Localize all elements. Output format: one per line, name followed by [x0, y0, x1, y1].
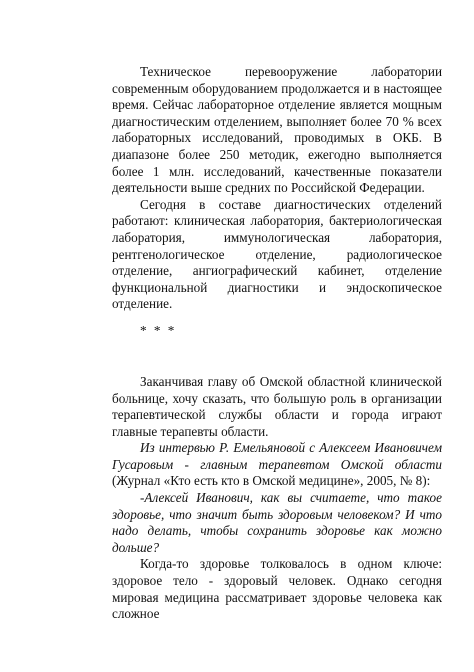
paragraph-lab-reequipment: Техническое перевооружение лаборатории современным оборудованием продолжается и в настоящее время. Сейчас лабораторное отделение является мощным диагностическим отделением, выполняет более 70 % всех лабораторных исследований, проводимых в ОКБ. В диапазоне более 250 методик, ежегодно выполняется более 1 млн. исследований, качественные показатели деятельности выше средних по Российской Федерации. — [112, 64, 442, 196]
paragraph-interview-answer: Когда-то здоровье толковалось в одном ключе: здоровое тело - здоровый человек. Однако сегодня мировая медицина рассматривает здоровье человека как сложное — [112, 556, 442, 622]
interview-source-italic: Из интервью Р. Емельяновой с Алексеем Ивановичем Гусаровым - главным терапевтом Омской области — [112, 440, 442, 472]
document-page — [112, 64, 442, 623]
paragraph-chief-therapists: Заканчивая главу об Омской областной клинической больнице, хочу сказать, что большую роль в организации терапевтической службы области и города играют главные терапевты области. — [112, 373, 442, 439]
interview-source-citation: (Журнал «Кто есть кто в Омской медицине», 2005, № 8): — [112, 473, 431, 489]
paragraph-diagnostic-departments: Сегодня в составе диагностических отделений работают: клиническая лаборатория, бактериологическая лаборатория, иммунологическая лаборатория, рентгенологическое отделение, радиологическое отделение, ангиографический кабинет, отделение функциональной диагностики и эндоскопическое отделение. — [112, 196, 442, 312]
paragraph-interview-source — [112, 440, 442, 490]
section-separator: * * * — [140, 322, 177, 338]
paragraph-interview-question: -Алексей Иванович, как вы считаете, что такое здоровье, что значит быть здоровым человеком? И что надо делать, чтобы сохранить здоровье как можно дольше? — [112, 490, 442, 555]
